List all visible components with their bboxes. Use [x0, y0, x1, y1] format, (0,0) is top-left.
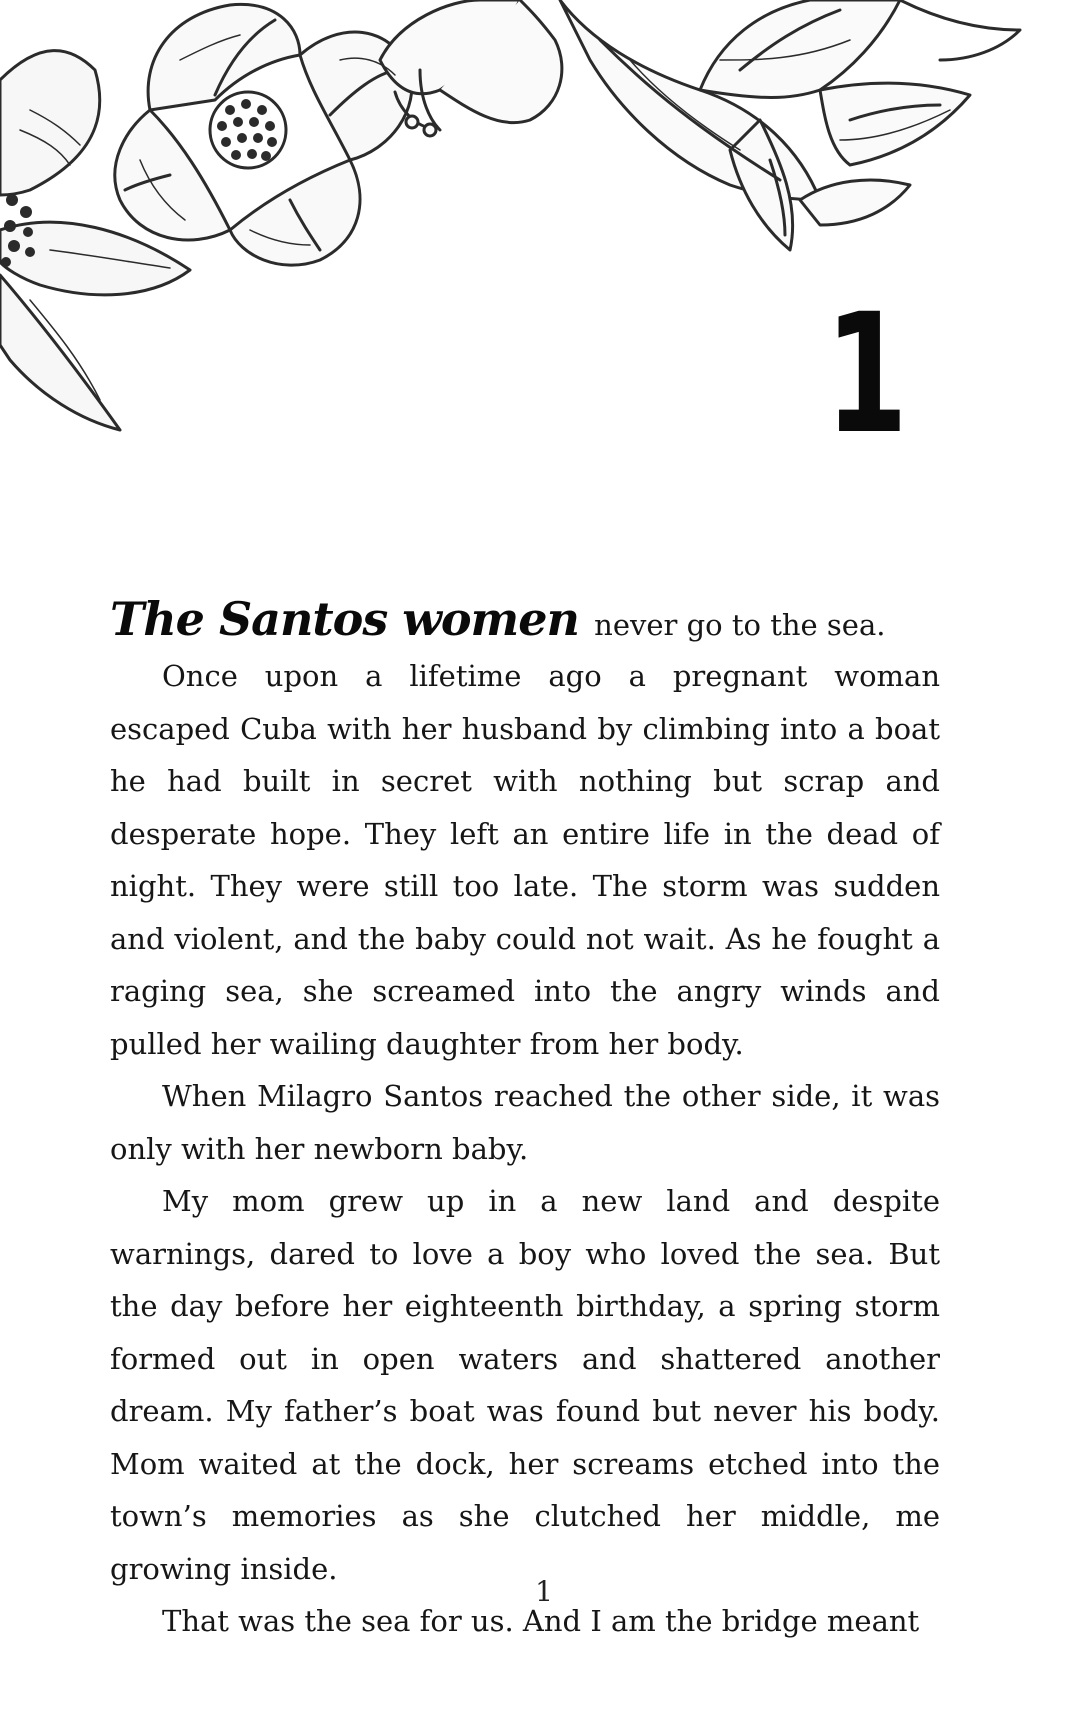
script-lead-in: The Santos women — [110, 592, 579, 646]
paragraph: When Milagro Santos reached the other side, it was only with her newborn baby. — [110, 1079, 940, 1166]
paragraph: Once upon a lifetime ago a pregnant woman escaped Cuba with her husband by climbing into a boat he had built in secret with nothing but scrap and desperate hope. They left an entire life in the dead of night. They were still too late. The storm was sudden and violent, and the baby could not wait. As he fought a raging sea, she screamed into the angry winds and pulled her wailing daughter from her body. — [110, 659, 940, 1061]
lead-in-remainder: never go to the sea. — [594, 608, 886, 642]
chapter-body — [110, 590, 940, 1648]
paragraph: That was the sea for us. And I am the bridge meant — [162, 1604, 920, 1638]
opening-line — [110, 590, 940, 654]
chapter-number: 1 — [825, 278, 908, 470]
floral-corner-icon — [0, 0, 1088, 520]
page-number: 1 — [535, 1575, 553, 1608]
paragraph: My mom grew up in a new land and despite warnings, dared to love a boy who loved the sea. But the day before her eighteenth birthday, a spring storm formed out in open waters and shattered another dream. My father’s boat was found but never his body. Mom waited at the dock, her screams etched into the town’s memories as she clutched her middle, me growing inside. — [110, 1184, 940, 1586]
